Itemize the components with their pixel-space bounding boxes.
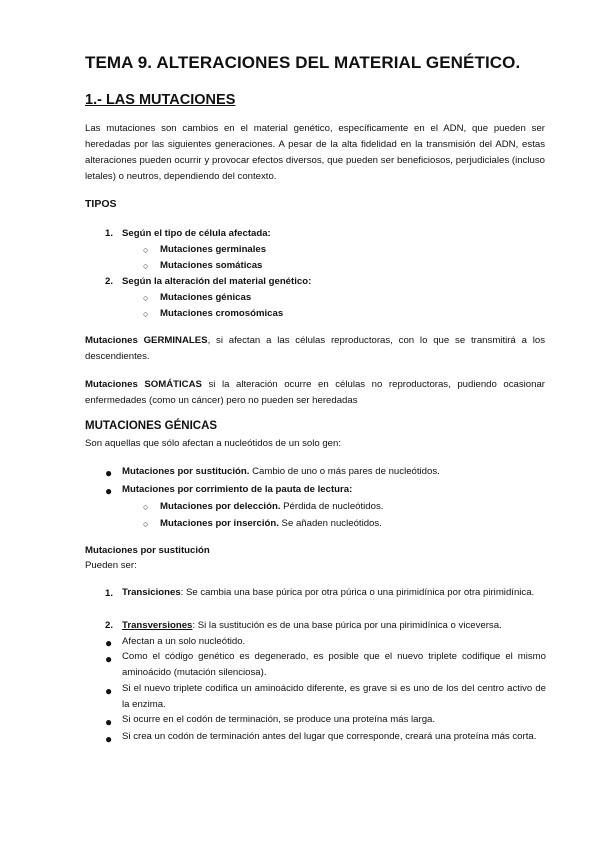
hollow-bullet-icon: ○ [143,309,149,319]
germinales-text: , si afectan a las células reproductoras, con lo que se transmitirá a los descendientes. [85,335,545,362]
sustitucion-bullet-4: Si ocurre en el codón de terminación, se produce una proteína más larga. [122,714,436,725]
bullet-icon: ● [105,652,113,666]
sustitucion-bullet-5: Si crea un codón de terminación antes del lugar que corresponde, creará una proteína más corta. [122,731,537,742]
section-heading-mutaciones: 1.- LAS MUTACIONES [85,92,236,108]
genicas-heading: MUTACIONES GÉNICAS [85,420,218,432]
bullet-icon: ● [105,732,113,746]
somaticas-term: Mutaciones SOMÁTICAS [85,379,202,390]
hollow-bullet-icon: ○ [143,293,149,303]
transversiones-item: Transversiones: Si la sustitución es de una base púrica por una pirimidínica o viceversa. [122,620,502,631]
genicas-intro: Son aquellas que sólo afectan a nucleótidos de un solo gen: [85,438,342,449]
sustitucion-heading: Mutaciones por sustitución [85,545,210,556]
sustitucion-number-2: 2. [105,620,114,631]
sustitucion-bullet-2: Como el código genético es degenerado, es posible que el nuevo triplete codifique el mismo aminoácido (mutación silenciosa). [122,651,546,678]
genicas-bullet-corrimiento: Mutaciones por corrimiento de la pauta de lectura: [122,484,353,495]
tipos-subitem-somaticas: Mutaciones somáticas [160,260,263,271]
tipos-number-2: 2. [105,276,114,287]
genicas-subbullet-delecion: Mutaciones por delección. Pérdida de nucleótidos. [160,501,384,512]
bullet-icon: ● [105,715,113,729]
bullet-icon: ● [105,484,113,498]
sustitucion-number-1: 1. [105,588,114,599]
bullet-icon: ● [105,636,113,650]
germinales-term: Mutaciones GERMINALES [85,335,208,346]
bullet-icon: ● [105,684,113,698]
transiciones-item: Transiciones: Se cambia una base púrica por otra púrica o una pirimidínica por otra pirimidínica. [122,587,535,598]
tipos-subitem-cromosomicas: Mutaciones cromosómicas [160,308,284,319]
tipos-subitem-germinales: Mutaciones germinales [160,244,267,255]
genicas-subbullet-insercion: Mutaciones por inserción. Se añaden nucleótidos. [160,518,382,529]
hollow-bullet-icon: ○ [143,261,149,271]
somaticas-text: si la alteración ocurre en células no reproductoras, pudiendo ocasionar enfermedades (como un cáncer) pero no pueden ser heredadas [85,379,545,406]
tipos-item-2: Según la alteración del material genético: [122,276,312,287]
sustitucion-intro: Pueden ser: [85,560,137,571]
hollow-bullet-icon: ○ [143,519,149,529]
somaticas-paragraph [85,377,545,409]
genicas-bullet-sustitucion: Mutaciones por sustitución. Cambio de uno o más pares de nucleótidos. [122,466,440,477]
tipos-item-1: Según el tipo de célula afectada: [122,228,271,239]
intro-paragraph: Las mutaciones son cambios en el material genético, específicamente en el ADN, que pueden ser heredadas por las siguientes generaciones. A pesar de la alta fidelidad en la transmisión del ADN, estas alteraciones pueden ocurrir y provocar efectos diversos, que pueden ser beneficiosos, perjudiciales (incluso letales) o neutros, dependiendo del contexto. [85,123,545,182]
hollow-bullet-icon: ○ [143,245,149,255]
document-title: TEMA 9. ALTERACIONES DEL MATERIAL GENÉTICO. [85,53,521,72]
tipos-heading: TIPOS [85,198,117,210]
sustitucion-bullet-1: Afectan a un solo nucleótido. [122,636,246,647]
germinales-paragraph [85,333,545,365]
hollow-bullet-icon: ○ [143,502,149,512]
sustitucion-bullet-3: Si el nuevo triplete codifica un aminoácido diferente, es grave si es uno de los del centro activo de la enzima. [122,683,546,710]
tipos-subitem-genicas: Mutaciones génicas [160,292,252,303]
bullet-icon: ● [105,466,113,480]
tipos-number-1: 1. [105,228,114,239]
